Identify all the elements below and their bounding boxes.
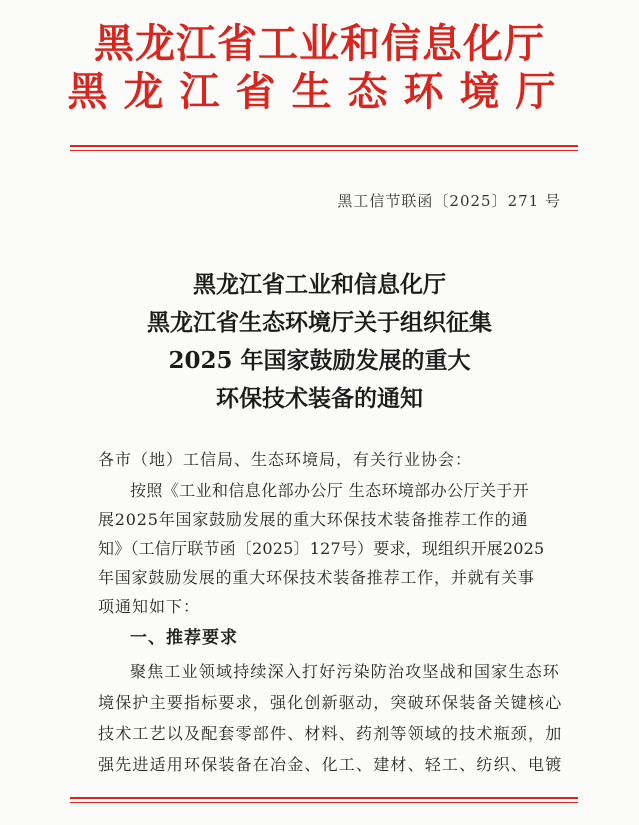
title-line: 黑龙江省工业和信息化厅 [193,271,446,298]
paragraph-line: 技术工艺以及配套零部件、材料、药剂等领域的技术瓶颈，加 [98,724,563,743]
paragraph-line: 强先进适用环保装备在冶金、化工、建材、轻工、纺织、电镀 [98,755,563,774]
letterhead-agency-1: 黑龙江省工业和信息化厅 [94,20,545,67]
document-number: 黑工信节联函〔2025〕271 号 [337,192,561,210]
letterhead [0,20,639,116]
document-title [0,266,639,418]
salutation: 各市（地）工信局、生态环境局，有关行业协会： [98,450,473,469]
paragraph-line: 项通知如下： [98,597,201,616]
title-line: 环保技术装备的通知 [216,385,423,412]
paragraph-requirements [98,656,572,780]
footer-divider-thin [70,802,578,803]
paragraph-line: 知》（工信厅联节函〔2025〕127号）要求，现组织开展2025 [98,539,545,558]
letterhead-divider-thin [70,150,578,151]
paragraph-line: 聚焦工业领域持续深入打好污染防治攻坚战和国家生态环 [130,662,561,681]
letterhead-agency-2: 黑龙江省生态环境厅 [67,68,572,115]
paragraph-intro [98,476,572,621]
footer-divider-thick [70,797,578,799]
paragraph-line: 按照《工业和信息化部办公厅 生态环境部办公厅关于开 [130,481,530,500]
paragraph-line: 境保护主要指标要求，强化创新驱动，突破环保装备关键核心 [98,693,563,712]
title-line: 黑龙江省生态环境厅关于组织征集 [147,309,492,336]
paragraph-line: 展2025年国家鼓励发展的重大环保技术装备推荐工作的通 [98,510,529,529]
section-heading-1: 一、推荐要求 [130,628,238,648]
title-line: 2025 年国家鼓励发展的重大 [168,347,471,374]
paragraph-line: 年国家鼓励发展的重大环保技术装备推荐工作，并就有关事 [98,568,535,587]
letterhead-divider-thick [70,145,578,147]
